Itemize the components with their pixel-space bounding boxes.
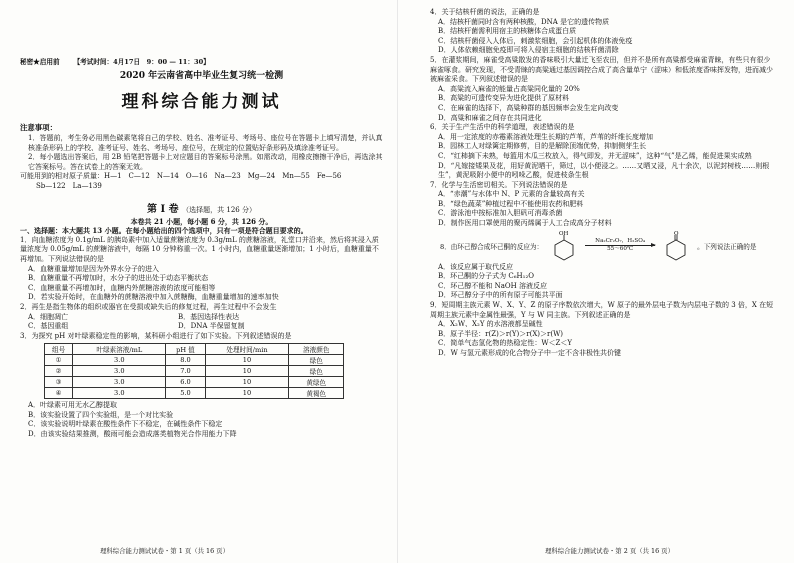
table-cell: 7.0 xyxy=(166,366,205,377)
option: B．结核杆菌需利用宿主的核糖体合成蛋白质 xyxy=(438,27,577,36)
option-row xyxy=(20,313,383,323)
table-cell: 黄褐色 xyxy=(289,388,344,399)
table-header: 处理时间/min xyxy=(205,344,289,355)
table-cell: 6.0 xyxy=(166,377,205,388)
option: B．高粱的可遗传变异为进化提供了原材料 xyxy=(438,94,570,103)
question-stem: 1．向血糖浓度为 0.1g/mL 的胰岛素中加入适量蔗糖浓度为 0.3g/mL 的蔗糖溶液，礼堂口并沿来，然后将其浸入质量浓度为 0.05g/mL 的蔗糖溶液中，每隔 10 分钟称重一次。1 小时内，血糖重量逐渐增加；1 小时后，血糖重量不再增加。下列说法错误的是 xyxy=(20,235,379,263)
question-stem: 9．短周期主族元素 W、X、Y、Z 的原子序数依次增大，W 原子的最外层电子数为内层电子数的 3 倍，X 在短周期主族元素中金属性最强，Y 与 W 同主族。下列叙述正确的是 xyxy=(430,301,774,319)
table-header: pH 值 xyxy=(166,344,205,355)
option: A．结核杆菌同时含有两种核酸，DNA 是它的遗传物质 xyxy=(438,17,610,26)
option: A．该反应属于取代反应 xyxy=(438,262,514,271)
option: A．细胞凋亡 xyxy=(28,312,69,321)
page-footer: 理科综合能力测试试卷・第 1 页（共 16 页） xyxy=(100,547,229,555)
option: A．叶绿素可用无水乙醇提取 xyxy=(28,401,118,410)
table-header: 溶液颜色 xyxy=(289,344,344,355)
option: D．DNA 半保留复制 xyxy=(178,322,245,331)
note-item: 1．答题前，考生务必用黑色碳素笔将自己的学校、姓名、准考证号、考场号、座位号在答题卡上填写清楚，并认真核准条形码上的学校、准考证号、姓名、考场号、座位号，在规定的位置贴好条形码及填涂准考证号。 xyxy=(28,134,383,152)
table-cell: 10 xyxy=(205,388,289,399)
table-cell: ④ xyxy=(45,388,73,399)
option: C．结核杆菌侵入人体后，刺激浆细胞，会引起机体的体液免疫 xyxy=(438,36,633,45)
table-cell: 8.0 xyxy=(166,355,205,366)
table-row xyxy=(45,366,344,377)
option: B．基因选择性表达 xyxy=(178,312,240,321)
table-cell: ② xyxy=(45,366,73,377)
question-stem: 6．关于生产生活中的科学道理，表述错误的是 xyxy=(430,123,575,132)
volume-heading xyxy=(20,200,383,215)
option: C．该实验说明叶绿素在酸性条件下不稳定，在碱性条件下稳定 xyxy=(28,420,223,429)
option: C．游泳池中按标准加入胆矾可消毒杀菌 xyxy=(438,209,563,218)
exam-name: 2020 年云南省高中毕业生复习统一检测 xyxy=(119,71,284,81)
table-cell: ③ xyxy=(45,377,73,388)
question-stem: 5．在灌浆期间，麻雀受高粱散发的香味吸引大量迁飞至农田，但并不是所有高粱都受麻雀青睐，有些只有很少麻雀啄食。研究发现，不受青睐的高粱通过基因调控合成了高含量单宁（涩味）和低浓度香味挥发物，进而减少被麻雀采食。下列叙述错误的是 xyxy=(430,55,773,84)
table-row xyxy=(45,377,344,388)
experiment-table xyxy=(44,343,344,399)
option: C．简单气态氢化物的热稳定性：W＜Z＜Y xyxy=(438,339,573,348)
option: C．“红柿摘下未熟，每篮用木瓜三枚放入，得气即发，并无涩味”，这种“气”是乙烯，能促进果实成熟 xyxy=(438,151,752,160)
option: C．环己醇不能和 NaOH 溶液反应 xyxy=(438,281,547,290)
reaction-arrow xyxy=(585,245,655,246)
note-item: 2．每小题选出答案后，用 2B 铅笔把答题卡上对应题目的答案标号涂黑。如需改动，用橡皮擦擦干净后，再选涂其它答案标号。答在试卷上的答案无效。 xyxy=(28,153,383,171)
table-cell: 10 xyxy=(205,377,289,388)
section-heading: 一、选择题：本大题共 13 小题。在每小题给出的四个选项中，只有一项是符合题目要求的。 xyxy=(20,226,308,236)
option: D．人体依赖细胞免疫即可将入侵宿主细胞的结核杆菌清除 xyxy=(438,46,619,55)
table-header: 组号 xyxy=(45,344,73,355)
table-cell: 3.0 xyxy=(73,355,166,366)
option: D．高粱和麻雀之间存在共同进化 xyxy=(438,113,542,122)
table-header-row xyxy=(45,344,344,355)
option: B．环己酮的分子式为 C₆H₁₂O xyxy=(438,272,534,281)
exam-time: 【考试时间：4月17日 9：00 — 11：30】 xyxy=(73,58,210,66)
header-meta xyxy=(20,56,383,66)
secret-label: 秘密★启用前 xyxy=(20,58,60,66)
table-cell: 3.0 xyxy=(73,366,166,377)
o-label: O xyxy=(674,230,679,237)
option: B．该实验设置了四个实验组，是一个对比实验 xyxy=(28,410,174,419)
page-2 xyxy=(397,0,794,563)
table-cell: ① xyxy=(45,355,73,366)
option: A．“赤潮”与水体中 N、P 元素的含量较高有关 xyxy=(438,190,585,199)
table-cell: 绿色 xyxy=(289,355,344,366)
volume-title: 第 Ⅰ 卷 xyxy=(147,203,179,215)
volume-intro: 本卷共 21 小题，每小题 6 分，共 126 分。 xyxy=(130,216,273,226)
atomic-masses-cont: Sb—122 La—139 xyxy=(36,181,102,190)
question-stem: 4．关于结核杆菌的说法，正确的是 xyxy=(430,8,540,16)
notes-title: 注意事项： xyxy=(20,123,57,132)
option: B．血糖重量不再增加时，水分子的进出处于动态平衡状态 xyxy=(28,274,209,283)
question-stem: 8．由环己醇合成环己酮的反应为： xyxy=(440,242,544,251)
oh-label: OH xyxy=(559,230,569,237)
reaction-conditions xyxy=(585,238,655,253)
table-cell: 3.0 xyxy=(73,377,166,388)
reaction-line xyxy=(440,231,776,261)
option: D．制作医用口罩使用的聚丙烯属于人工合成高分子材料 xyxy=(438,219,612,228)
option-row xyxy=(20,322,383,332)
subject-title: 理科综合能力测试 xyxy=(121,92,282,112)
table-row xyxy=(45,388,344,399)
page-footer: 理科综合能力测试试卷・第 2 页（共 16 页） xyxy=(545,547,674,555)
option: B．原子半径：r(Z)＞r(Y)＞r(X)＞r(W) xyxy=(438,329,564,338)
option: D．若实验开始时，在血糖外的蔗糖溶液中加入蔗糖酶，血糖重量增加的速率加快 xyxy=(28,293,279,302)
table-cell: 3.0 xyxy=(73,388,166,399)
table-cell: 黄绿色 xyxy=(289,377,344,388)
option: C．在麻雀的选择下，高粱种群的基因频率会发生定向改变 xyxy=(438,103,619,112)
option: C．基因重组 xyxy=(28,322,69,331)
option: A．X₂W、X₂Y 的水溶液都呈碱性 xyxy=(438,320,543,329)
cyclohexanone-structure xyxy=(661,231,691,261)
table-header: 叶绿素溶液/mL xyxy=(73,344,166,355)
table-cell: 绿色 xyxy=(289,366,344,377)
option: B．园林工人对绿篱定期修剪，目的是解除顶端优势，抑制侧芽生长 xyxy=(438,142,647,151)
table-cell: 10 xyxy=(205,366,289,377)
table-row xyxy=(45,355,344,366)
reaction-tail: 。下列说法正确的是 xyxy=(697,242,757,251)
conditions-bottom: 55～60℃ xyxy=(607,246,634,253)
conditions-top: Na₂Cr₂O₇，H₂SO₄ xyxy=(595,238,646,245)
option: A．高粱流入麻雀的能量占高粱同化量的 20% xyxy=(438,84,580,93)
option: D．由该实验结果推测，酸雨可能会造成落类植物光合作用能力下降 xyxy=(28,430,237,439)
atomic-masses: 可能用到的相对原子质量：H—1 C—12 N—14 O—16 Na—23 Mg—24 Mn—55 Fe—56 xyxy=(20,172,342,181)
table-cell: 5.0 xyxy=(166,388,205,399)
option: D．“凡嫁接矮果及花，用好黄泥晒干，筛过，以小便浸之。……又晒又浸，凡十余次，以泥封树枝……则根生”，黄泥吸附小便中的吲哚乙酸，促进枝条生根 xyxy=(438,161,770,180)
question-stem: 2．再生是指生物体的组织或器官在受损或缺失后的修复过程，再生过程中不会发生 xyxy=(20,302,277,311)
table-cell: 10 xyxy=(205,355,289,366)
volume-subtitle: （选择题，共 126 分） xyxy=(182,205,256,214)
option: A．血糖重量增加是因为外界水分子的进入 xyxy=(28,264,160,273)
question-stem: 7．化学与生活密切相关。下列说法错误的是 xyxy=(430,180,568,189)
option: B．“绿色蔬菜”种植过程中不能使用农药和肥料 xyxy=(438,199,584,208)
cyclohexanol-structure xyxy=(549,231,579,261)
question-stem: 3．为探究 pH 对叶绿素稳定性的影响，某科研小组进行了如下实验。下列叙述错误的是 xyxy=(20,331,292,340)
option: D．W 与氢元素形成的化合物分子中一定不含非极性共价键 xyxy=(438,349,622,357)
option: A．用一定浓度的赤霉素溶液处理生长期的芦苇，芦苇的纤维长度增加 xyxy=(438,132,654,141)
option: C．血糖重量不再增加时，血糖内外蔗糖溶液的浓度可能相等 xyxy=(28,283,216,292)
option: D．环己醇分子中的所有原子可能共平面 xyxy=(438,291,563,300)
